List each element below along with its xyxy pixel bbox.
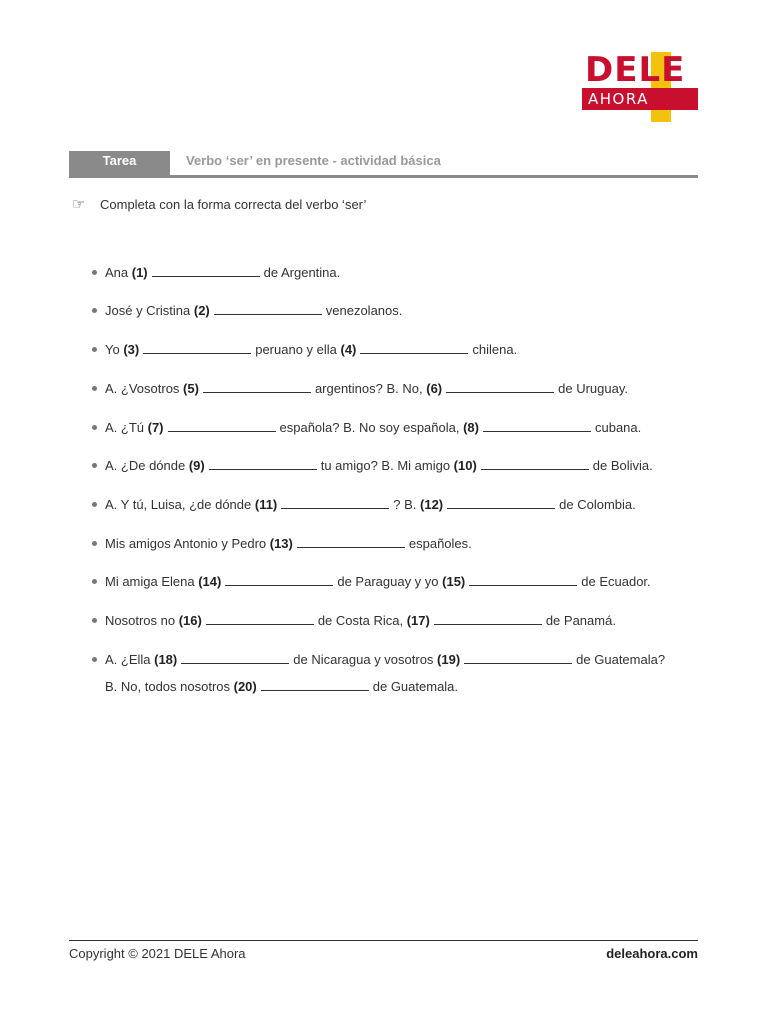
bullet-dot: [92, 463, 97, 468]
exercise-line: [105, 678, 458, 696]
blank-number: (20): [233, 679, 257, 694]
exercise-text: José y Cristina: [105, 303, 194, 318]
footer-site: deleahora.com: [606, 946, 698, 961]
answer-blank[interactable]: [143, 341, 251, 354]
logo-dele-text: DELE: [585, 50, 686, 90]
blank-number: (5): [183, 381, 199, 396]
blank-number: (3): [123, 342, 140, 357]
answer-blank[interactable]: [481, 457, 589, 470]
exercise-line: [105, 496, 636, 514]
blank-number: (14): [198, 574, 222, 589]
bullet-dot: [92, 386, 97, 391]
answer-blank[interactable]: [281, 496, 389, 509]
blank-number: (1): [131, 265, 148, 280]
exercise-text: chilena.: [472, 342, 518, 357]
blank-number: (18): [154, 652, 178, 667]
exercise-line: [105, 380, 628, 398]
exercise-text: española? B. No soy española,: [279, 420, 464, 435]
exercise-text: Mi amiga Elena: [105, 574, 199, 589]
exercise-text: B. No, todos nosotros: [105, 679, 234, 694]
exercise-line: [105, 302, 402, 320]
instruction-text: Completa con la forma correcta del verbo ‘ser’: [100, 197, 367, 212]
blank-number: (8): [463, 420, 479, 435]
task-title: Verbo ‘ser’ en presente - actividad básica: [186, 153, 441, 168]
exercise-text: de Costa Rica,: [317, 613, 407, 628]
exercise-line: [105, 535, 472, 553]
exercise-text: de Argentina.: [263, 265, 341, 280]
answer-blank[interactable]: [483, 419, 591, 432]
dele-ahora-logo: [582, 52, 700, 122]
answer-blank[interactable]: [464, 651, 572, 664]
blank-number: (16): [178, 613, 202, 628]
answer-blank[interactable]: [181, 651, 289, 664]
bullet-dot: [92, 579, 97, 584]
exercise-text: cubana.: [594, 420, 642, 435]
exercise-text: A. ¿De dónde: [105, 458, 189, 473]
bullet-dot: [92, 270, 97, 275]
blank-number: (19): [437, 652, 461, 667]
bullet-dot: [92, 541, 97, 546]
instruction: [72, 196, 366, 214]
exercise-text: tu amigo? B. Mi amigo: [320, 458, 454, 473]
exercise-text: Nosotros no: [105, 613, 179, 628]
answer-blank[interactable]: [261, 678, 369, 691]
logo-ahora-text: AHORA: [588, 90, 649, 108]
exercise-line: [105, 264, 340, 282]
answer-blank[interactable]: [360, 341, 468, 354]
exercise-text: venezolanos.: [325, 303, 403, 318]
exercise-line: [105, 457, 653, 475]
blank-number: (6): [426, 381, 443, 396]
bullet-dot: [92, 618, 97, 623]
exercise-text: de Guatemala?: [576, 652, 666, 667]
answer-blank[interactable]: [469, 573, 577, 586]
blank-number: (4): [340, 342, 357, 357]
blank-number: (7): [147, 420, 164, 435]
footer-divider: [69, 940, 698, 941]
answer-blank[interactable]: [447, 496, 555, 509]
bullet-dot: [92, 308, 97, 313]
exercise-text: peruano y ella: [255, 342, 341, 357]
footer-copyright: Copyright © 2021 DELE Ahora: [69, 946, 246, 961]
exercise-text: de Panamá.: [545, 613, 616, 628]
exercise-text: Ana: [105, 265, 132, 280]
exercise-text: de Uruguay.: [558, 381, 628, 396]
blank-number: (15): [442, 574, 466, 589]
exercise-text: de Colombia.: [559, 497, 636, 512]
bullet-dot: [92, 502, 97, 507]
exercise-text: de Guatemala.: [372, 679, 459, 694]
blank-number: (12): [420, 497, 444, 512]
blank-number: (10): [453, 458, 477, 473]
task-header-rule: [69, 175, 698, 178]
exercise-line: [105, 651, 665, 669]
exercise-line: [105, 341, 517, 359]
blank-number: (9): [188, 458, 205, 473]
answer-blank[interactable]: [434, 612, 542, 625]
exercise-text: A. Y tú, Luisa, ¿de dónde: [105, 497, 255, 512]
exercise-text: de Nicaragua y vosotros: [293, 652, 438, 667]
exercise-line: [105, 612, 616, 630]
exercise-text: argentinos? B. No,: [314, 381, 427, 396]
exercise-text: de Bolivia.: [592, 458, 653, 473]
pointing-hand-icon: ☞: [72, 196, 86, 213]
answer-blank[interactable]: [446, 380, 554, 393]
exercise-line: [105, 419, 641, 437]
answer-blank[interactable]: [209, 457, 317, 470]
exercise-text: de Ecuador.: [581, 574, 651, 589]
blank-number: (11): [254, 497, 278, 512]
exercise-text: españoles.: [408, 536, 472, 551]
answer-blank[interactable]: [168, 419, 276, 432]
answer-blank[interactable]: [203, 380, 311, 393]
answer-blank[interactable]: [225, 573, 333, 586]
exercise-text: Yo: [105, 342, 124, 357]
task-header: [69, 151, 698, 179]
answer-blank[interactable]: [297, 535, 405, 548]
bullet-dot: [92, 425, 97, 430]
exercise-text: de Paraguay y yo: [337, 574, 443, 589]
exercise-text: ? B.: [393, 497, 421, 512]
blank-number: (13): [269, 536, 293, 551]
bullet-dot: [92, 657, 97, 662]
answer-blank[interactable]: [152, 264, 260, 277]
blank-number: (2): [193, 303, 210, 318]
bullet-dot: [92, 347, 97, 352]
answer-blank[interactable]: [214, 302, 322, 315]
exercise-text: A. ¿Ella: [105, 652, 155, 667]
exercise-line: [105, 573, 651, 591]
blank-number: (17): [406, 613, 430, 628]
exercise-text: Mis amigos Antonio y Pedro: [105, 536, 270, 551]
exercise-text: A. ¿Tú: [105, 420, 148, 435]
exercise-text: A. ¿Vosotros: [105, 381, 184, 396]
task-label: Tarea: [69, 151, 170, 176]
answer-blank[interactable]: [206, 612, 314, 625]
